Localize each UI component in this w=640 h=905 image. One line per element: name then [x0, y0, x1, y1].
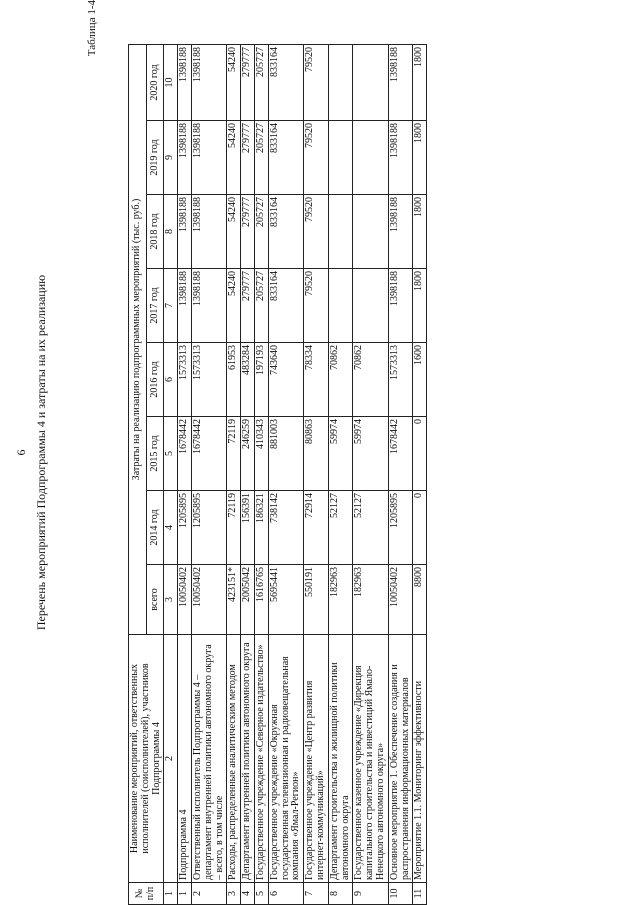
cell-2019: 205727: [254, 121, 268, 195]
col-number: 8: [164, 195, 178, 269]
cell-2018: 1398188: [191, 195, 226, 269]
cell-2019: 833164: [268, 121, 303, 195]
cell-2020: [353, 44, 388, 120]
cell-2018: 1398188: [388, 195, 413, 269]
table-row: [388, 44, 413, 904]
row-number: 6: [268, 883, 303, 905]
cell-2018: [353, 195, 388, 269]
row-number: 11: [413, 883, 427, 905]
cell-2017: 79520: [304, 269, 329, 343]
header-col-numbers-row: [164, 44, 178, 904]
cell-2017: 1398188: [388, 269, 413, 343]
cell-2015: 410343: [254, 417, 268, 491]
cell-2016: 197193: [254, 343, 268, 417]
cell-2020: 279777: [241, 44, 255, 120]
cell-total: 423151*: [227, 565, 241, 635]
cell-2015: 246259: [241, 417, 255, 491]
cell-2017: 1398188: [191, 269, 226, 343]
cell-2014: 52127: [328, 491, 353, 565]
cell-2017: 833164: [268, 269, 303, 343]
cell-2019: 1398188: [191, 121, 226, 195]
row-name: Государственное учреждение «Северное издательство»: [254, 635, 268, 883]
cell-2020: 79520: [304, 44, 329, 120]
cell-2017: 1800: [413, 269, 427, 343]
col-number: 1: [164, 883, 178, 905]
header-year: 2019 год: [146, 121, 164, 195]
cell-2016: 78334: [304, 343, 329, 417]
cell-2019: [353, 121, 388, 195]
cell-total: 10050402: [191, 565, 226, 635]
cell-2018: 279777: [241, 195, 255, 269]
cell-2018: 54240: [227, 195, 241, 269]
col-number: 4: [164, 491, 178, 565]
col-number: 2: [164, 635, 178, 883]
cell-2014: 72119: [227, 491, 241, 565]
row-name: Подпрограмма 4: [178, 635, 192, 883]
col-number: 10: [164, 44, 178, 120]
cell-total: 2005042: [241, 565, 255, 635]
cell-total: 8800: [413, 565, 427, 635]
cell-total: 182963: [328, 565, 353, 635]
cell-2016: 70862: [353, 343, 388, 417]
cell-2016: 483284: [241, 343, 255, 417]
col-number: 3: [164, 565, 178, 635]
cell-2019: 1398188: [178, 121, 192, 195]
cell-2014: 156391: [241, 491, 255, 565]
row-number: 4: [241, 883, 255, 905]
cell-2014: 52127: [353, 491, 388, 565]
cell-2016: 61953: [227, 343, 241, 417]
cell-2014: 1205895: [191, 491, 226, 565]
measures-table: [128, 44, 427, 905]
header-year: 2014 год: [146, 491, 164, 565]
cell-2017: [328, 269, 353, 343]
cell-2019: 54240: [227, 121, 241, 195]
cell-2018: 79520: [304, 195, 329, 269]
header-year: 2015 год: [146, 417, 164, 491]
header-name: Наименование мероприятий, ответственных исполнителей (соисполнителей), участников Подпрограммы 4: [129, 635, 164, 883]
cell-2015: 59974: [328, 417, 353, 491]
table-row: [254, 44, 268, 904]
table-row: [191, 44, 226, 904]
cell-2020: 1800: [413, 44, 427, 120]
cell-2014: 186321: [254, 491, 268, 565]
cell-2014: 1205895: [388, 491, 413, 565]
col-number: 9: [164, 121, 178, 195]
cell-2016: 1600: [413, 343, 427, 417]
row-number: 9: [353, 883, 388, 905]
table-row: [353, 44, 388, 904]
col-number: 5: [164, 417, 178, 491]
page-number: 6: [14, 449, 28, 456]
col-number: 7: [164, 269, 178, 343]
cell-2015: 59974: [353, 417, 388, 491]
cell-2015: 881003: [268, 417, 303, 491]
table-row: [413, 44, 427, 904]
cell-2020: 54240: [227, 44, 241, 120]
table-title: Перечень мероприятий Подпрограммы 4 и затраты на их реализацию: [34, 274, 48, 631]
cell-total: 10050402: [388, 565, 413, 635]
cell-2017: 1398188: [178, 269, 192, 343]
row-number: 2: [191, 883, 226, 905]
cell-2016: 70862: [328, 343, 353, 417]
cell-2016: 1573313: [178, 343, 192, 417]
cell-2018: 833164: [268, 195, 303, 269]
row-name: Мероприятие 1.1. Мониторинг эффективности: [413, 635, 427, 883]
cell-2015: 1678442: [191, 417, 226, 491]
row-number: 8: [328, 883, 353, 905]
row-name: Основное мероприятие 1. Обеспечение создания и распространения информационных материалов: [388, 635, 413, 883]
cell-2016: 1573313: [388, 343, 413, 417]
cell-2019: 1398188: [388, 121, 413, 195]
table-row: [241, 44, 255, 904]
cell-2016: 743640: [268, 343, 303, 417]
cell-2018: [328, 195, 353, 269]
header-costs: Затраты на реализацию подпрограммных мероприятий (тыс. руб.): [129, 44, 147, 634]
cell-2015: 1678442: [178, 417, 192, 491]
cell-2020: 833164: [268, 44, 303, 120]
cell-2017: 279777: [241, 269, 255, 343]
cell-2015: 1678442: [388, 417, 413, 491]
cell-2018: 1800: [413, 195, 427, 269]
cell-2015: 80863: [304, 417, 329, 491]
cell-2020: 1398188: [388, 44, 413, 120]
cell-2017: 54240: [227, 269, 241, 343]
table-row: [268, 44, 303, 904]
cell-2015: 72119: [227, 417, 241, 491]
cell-2017: [353, 269, 388, 343]
row-number: 10: [388, 883, 413, 905]
cell-2020: 205727: [254, 44, 268, 120]
header-year: всего: [146, 565, 164, 635]
row-number: 1: [178, 883, 192, 905]
cell-2014: 0: [413, 491, 427, 565]
table-row: [304, 44, 329, 904]
cell-2020: 1398188: [178, 44, 192, 120]
row-name: Расходы, распределенные аналитическим методом: [227, 635, 241, 883]
row-name: Департамент внутренней политики автономного округа: [241, 635, 255, 883]
row-name: Государственное казенное учреждение «Дирекция капитального строительства и инвестиций Ямало-Ненецкого автономного округа»: [353, 635, 388, 883]
cell-2014: 738142: [268, 491, 303, 565]
row-name: Государственное учреждение «Окружная государственная телевизионная и радиовещательная компания «Ямал-Регион»: [268, 635, 303, 883]
header-year: 2017 год: [146, 269, 164, 343]
cell-2016: 1573313: [191, 343, 226, 417]
cell-2017: 205727: [254, 269, 268, 343]
col-number: 6: [164, 343, 178, 417]
row-name: Ответственный исполнитель Подпрограммы 4 – департамент внутренней политики автономного округа – всего, в том числе: [191, 635, 226, 883]
table-row: [227, 44, 241, 904]
header-year: 2016 год: [146, 343, 164, 417]
cell-total: 5695441: [268, 565, 303, 635]
cell-2014: 72914: [304, 491, 329, 565]
cell-2020: 1398188: [191, 44, 226, 120]
cell-total: 550191: [304, 565, 329, 635]
cell-total: 1616765: [254, 565, 268, 635]
cell-2018: 205727: [254, 195, 268, 269]
row-number: 7: [304, 883, 329, 905]
cell-total: 182963: [353, 565, 388, 635]
cell-2015: 0: [413, 417, 427, 491]
cell-2020: [328, 44, 353, 120]
header-year: 2020 год: [146, 44, 164, 120]
row-name: Государственное учреждение «Центр развития интернет-коммуникаций»: [304, 635, 329, 883]
cell-2019: 1800: [413, 121, 427, 195]
cell-total: 10050402: [178, 565, 192, 635]
row-number: 5: [254, 883, 268, 905]
header-year: 2018 год: [146, 195, 164, 269]
cell-2019: 79520: [304, 121, 329, 195]
row-number: 3: [227, 883, 241, 905]
cell-2018: 1398188: [178, 195, 192, 269]
cell-2019: 279777: [241, 121, 255, 195]
table-label: Таблица 1-4: [86, 0, 98, 57]
header-num: № п/п: [129, 883, 164, 905]
row-name: Департамент строительства и жилищной политики автономного округа: [328, 635, 353, 883]
table-row: [178, 44, 192, 904]
table-row: [328, 44, 353, 904]
cell-2019: [328, 121, 353, 195]
cell-2014: 1205895: [178, 491, 192, 565]
